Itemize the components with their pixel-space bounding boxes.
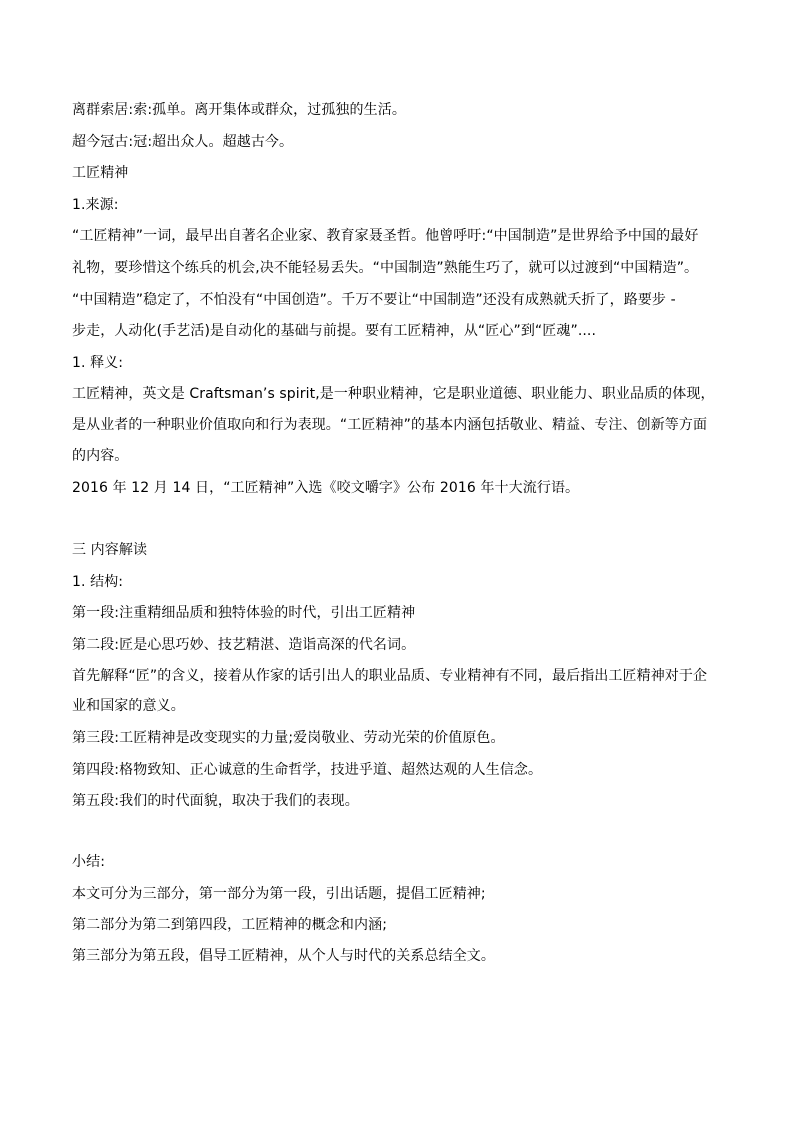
text-line: 第一段:注重精细品质和独特体验的时代，引出工匠精神: [72, 605, 416, 621]
subsection-heading: 1. 释义:: [72, 355, 124, 371]
subsection-heading: 1.来源:: [72, 197, 119, 213]
text-line: 第三段:工匠精神是改变现实的力量;爱岗敬业、劳动光荣的价值原色。: [72, 730, 505, 746]
text-line: 2016 年 12 月 14 日，“工匠精神”入选《咬文嚼字》公布 2016 年十大流行语。: [72, 480, 580, 496]
text-line: “工匠精神”一词，最早出自著名企业家、教育家聂圣哲。他曾呼吁:“中国制造”是世界给予中国的最好: [72, 228, 699, 244]
text-line: 本文可分为三部分，第一部分为第一段，引出话题，提倡工匠精神;: [72, 886, 486, 902]
text-line: 第二部分为第二到第四段，工匠精神的概念和内涵;: [72, 917, 388, 933]
text-line: 是从业者的一种职业价值取向和行为表现。“工匠精神”的基本内涵包括敬业、精益、专注、创新等方面: [72, 417, 708, 433]
text-line: 首先解释“匠”的含义，接着从作家的话引出人的职业品质、专业精神有不同，最后指出工匠精神对于企: [72, 668, 708, 684]
text-line: 第二段:匠是心思巧妙、技艺精湛、造诣高深的代名词。: [72, 637, 416, 653]
text-line: 第三部分为第五段，倡导工匠精神，从个人与时代的关系总结全文。: [72, 948, 495, 964]
section-heading: 工匠精神: [72, 165, 129, 181]
subsection-heading: 1. 结构:: [72, 574, 124, 590]
text-line: 的内容。: [72, 448, 129, 464]
text-line: 礼物，要珍惜这个练兵的机会,决不能轻易丢失。“中国制造”熟能生巧了，就可以过渡到“中国精造”。: [72, 260, 699, 276]
text-line: 离群索居:索:孤单。离开集体或群众，过孤独的生活。: [72, 102, 406, 118]
text-line: 第四段:格物致知、正心诚意的生命哲学，技进乎道、超然达观的人生信念。: [72, 762, 543, 778]
text-line: 工匠精神，英文是 Craftsman’s spirit,是一种职业精神，它是职业道德、职业能力、职业品质的体现，: [72, 386, 715, 402]
text-line: 第五段:我们的时代面貌，取决于我们的表现。: [72, 793, 359, 809]
text-line: 业和国家的意义。: [72, 698, 185, 714]
text-line: 超今冠古:冠:超出众人。超越古今。: [72, 134, 294, 150]
section-heading: 小结:: [72, 854, 106, 870]
text-line: “中国精造”稳定了，不怕没有“中国创造”。千万不要让“中国制造”还没有成熟就夭折了，路要步 -: [72, 292, 676, 308]
text-line: 步走，人动化(手艺活)是自动化的基础与前提。要有工匠精神，从“匠心”到“匠魂”....: [72, 323, 597, 339]
section-heading: 三 内容解读: [72, 542, 148, 558]
